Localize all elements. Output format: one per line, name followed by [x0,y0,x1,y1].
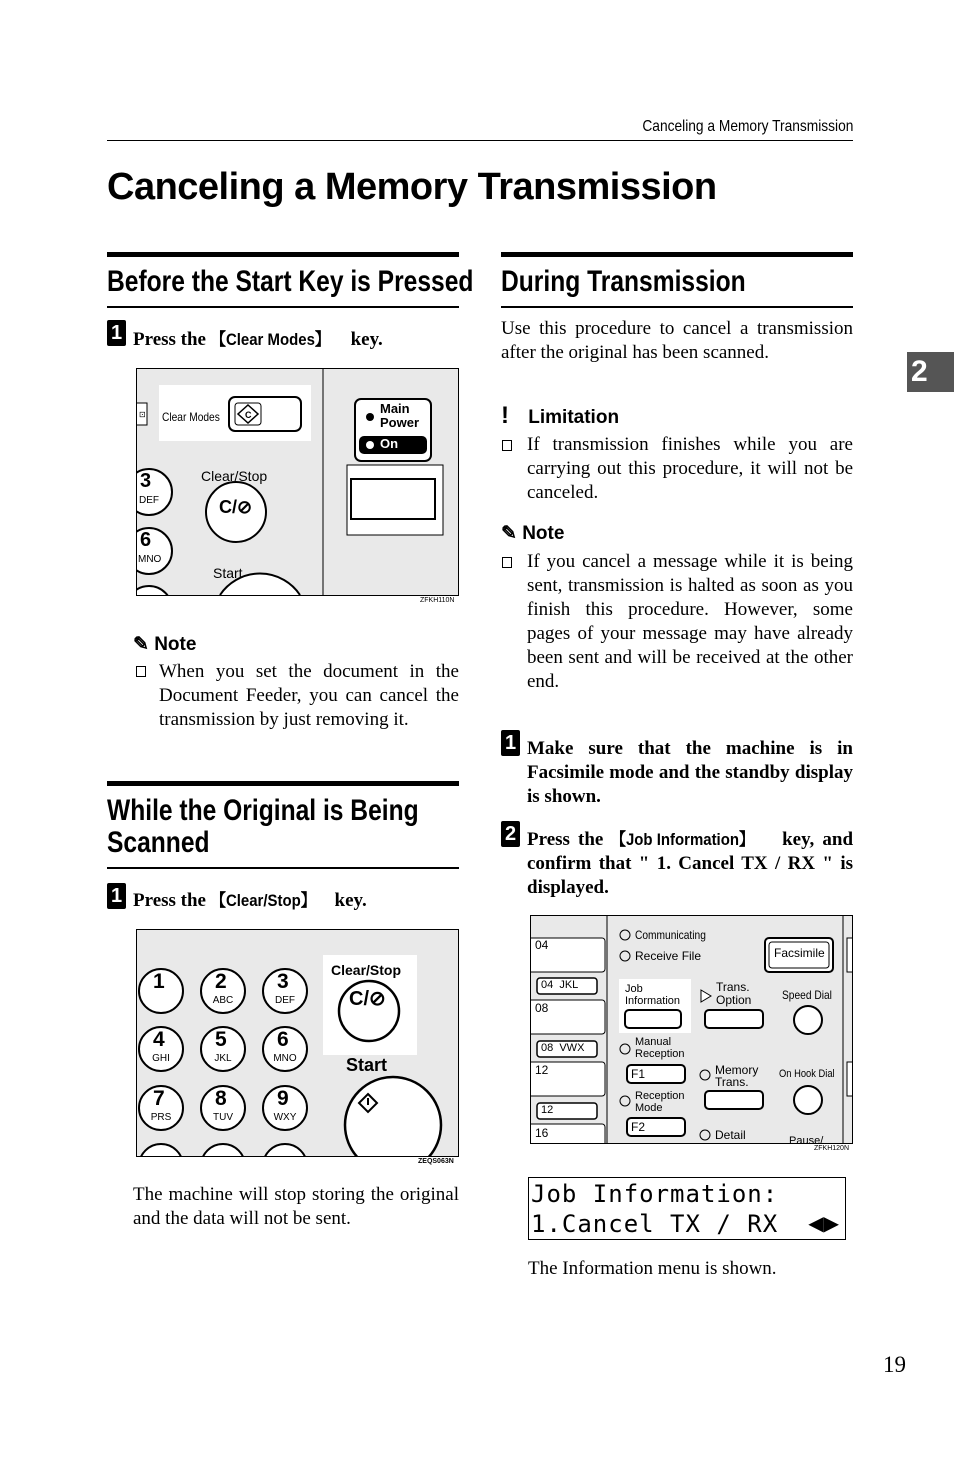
svg-text:C: C [245,410,252,420]
key-digit: 6 [140,529,152,551]
key-digit: 3 [277,970,289,993]
step-number: 1 [107,320,126,346]
exclamation-icon: ! [501,402,509,429]
tab-label: 08 VWX [541,1042,585,1054]
page-number: 19 [883,1352,906,1377]
label-detail: Detail [715,1128,746,1142]
label-clear-modes: Clear Modes [162,410,220,424]
section-title-while-scanned-line2: Scanned [107,826,210,859]
label-speed-dial: Speed Dial [782,988,832,1002]
label-manual-reception: Manual Reception [635,1036,685,1060]
label-clear-stop: Clear/Stop [331,962,402,978]
step-prefix: Press the [133,890,206,911]
section-top-rule [107,252,459,257]
tab-label: 08 [535,1001,549,1015]
key-letters: WXY [273,1112,297,1123]
key-letters: GHI [152,1053,170,1064]
label-on-hook-dial: On Hook Dial [779,1068,835,1080]
lcd-line-1: Job Information: [531,1180,779,1208]
key-name-clear-stop: 【Clear/Stop】 [210,891,316,910]
section-title-while-scanned: While the Original is Being [107,794,419,827]
result-text: The machine will stop storing the original and the data will not be sent. [133,1184,459,1229]
note-heading [501,522,564,545]
figure-code: ZEQS063N [418,1158,454,1165]
step-suffix: key. [334,890,367,911]
key-name-job-information: 【Job Information】 [611,830,755,849]
step-prefix: Press the [527,829,604,850]
key-letters: DEF [275,995,295,1006]
chapter-tab: 2 [907,352,954,392]
f2-key[interactable]: F2 [631,1120,646,1134]
clear-stop-icon: C/⊘ [349,988,386,1010]
tab-label: 04 [535,938,549,952]
figure-code: ZFKH120N [814,1145,850,1152]
label-on: On [380,436,399,451]
section-top-rule [107,781,459,786]
step-instruction [133,328,383,352]
label-communicating: Communicating [635,928,706,942]
key-letters: JKL [214,1053,232,1064]
step-instruction: Make sure that the machine is in Facsimile mode and the standby display is shown. [527,738,853,807]
step-number: 1 [107,883,126,909]
clear-stop-icon: C/⊘ [219,497,253,517]
key-digit: 5 [215,1028,227,1051]
key-digit: 4 [153,1028,165,1051]
limitation-heading [501,402,619,430]
section-top-rule [501,252,853,257]
step-instruction [133,889,367,913]
note-text: If you cancel a message while it is being sent, transmission is halted as soon as you finish this procedure. However, some pages of your message may have already been sent and will be received at the other end. [527,551,853,692]
tab-label: 04 JKL [541,979,579,991]
label-trans-option: Trans. Option [716,980,752,1007]
label-start: Start [346,1055,388,1075]
running-header: Canceling a Memory Transmission [641,118,853,135]
key-letters: DEF [139,495,159,506]
section-bottom-rule [107,306,459,308]
checkbox-bullet-icon [502,557,512,568]
result-text: The Information menu is shown. [528,1258,777,1279]
limitation-text: If transmission finishes while you are carrying out this procedure, it will not be canceled. [527,434,853,503]
step-prefix: Press the [133,329,206,350]
job-information-key-label[interactable]: Job Information [625,983,681,1007]
key-digit: 6 [277,1028,289,1051]
page-title: Canceling a Memory Transmission [107,166,717,208]
note-heading [133,633,196,656]
step-suffix: key, and confirm that " 1. Cancel TX / RX " is displayed. [527,829,854,898]
key-letters: PRS [150,1112,172,1123]
checkbox-bullet-icon [136,666,146,677]
intro-text: Use this procedure to cancel a transmission after the original has been scanned. [501,318,853,363]
note-text: When you set the document in the Document Feeder, you can cancel the transmission by just removing it. [159,661,459,730]
lcd-line-2: 1.Cancel TX / RX [531,1210,779,1238]
note-title: Note [522,523,565,544]
key-letters: MNO [273,1053,297,1064]
figure-facsimile-panel [530,915,853,1144]
section-title-during-transmission: During Transmission [501,265,746,298]
figure-keypad-clear-stop [136,929,459,1157]
tab-label: 16 [535,1126,549,1140]
tab-label: 12 [541,1104,554,1116]
limitation-title: Limitation [528,407,620,428]
key-name-clear-modes: 【Clear Modes】 [210,330,330,349]
svg-text:⊡: ⊡ [139,410,146,419]
key-digit: 8 [215,1087,227,1110]
key-letters: ABC [212,995,234,1006]
f1-key[interactable]: F1 [631,1067,646,1081]
label-main: Main [380,401,410,416]
pencil-icon: ✎ [133,634,149,655]
key-digit: 1 [153,970,165,993]
step-suffix: key. [350,329,383,350]
note-title: Note [154,634,197,655]
facsimile-key[interactable]: Facsimile [774,946,825,960]
key-digit: 9 [277,1087,289,1110]
label-power: Power [380,415,420,430]
key-digit: 3 [140,470,152,492]
tab-label: 12 [535,1063,549,1077]
scroll-arrows-icon: ◀▶ [808,1213,839,1235]
section-title-before-start: Before the Start Key is Pressed [107,265,474,298]
pencil-icon: ✎ [501,523,517,544]
key-digit: 7 [153,1087,165,1110]
checkbox-bullet-icon [502,440,512,451]
label-memory-trans: Memory Trans. [715,1063,759,1089]
step-instruction [527,828,853,900]
label-start: Start [213,565,243,581]
figure-control-panel-clear-modes [136,368,459,596]
lcd-display [528,1177,846,1240]
label-clear-stop: Clear/Stop [201,468,268,484]
label-reception-mode: Reception Mode [635,1090,685,1114]
section-bottom-rule [107,867,459,869]
section-bottom-rule [501,306,853,308]
step-number: 2 [501,821,520,847]
step-number: 1 [501,730,520,756]
label-receive-file: Receive File [635,949,702,963]
key-letters: TUV [213,1112,233,1123]
header-rule [107,140,853,141]
key-letters: MNO [138,554,162,565]
label-pause: Pause/ [789,1135,824,1144]
figure-code: ZFKH110N [420,597,455,604]
key-digit: 2 [215,970,227,993]
